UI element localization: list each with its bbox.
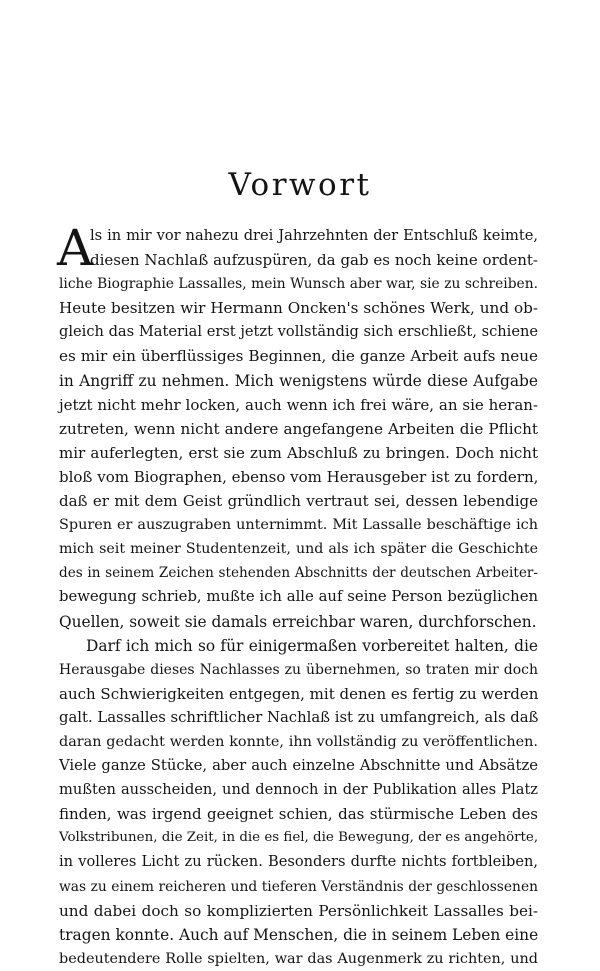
text-line: in Angriff zu nehmen. Mich wenigstens würde diese Aufgabe [59, 371, 538, 390]
text-line: es mir ein überflüssiges Beginnen, die ganze Arbeit aufs neue [59, 347, 538, 366]
text-line-content: ls in mir vor nahezu drei Jahrzehnten der Entschluß keimte, [90, 227, 538, 244]
text-line: Herausgabe dieses Nachlasses zu übernehmen, so traten mir doch [59, 661, 538, 678]
text-line: liche Biographie Lassalles, mein Wunsch aber war, sie zu schreiben. [59, 276, 538, 293]
text-line: zutreten, wenn nicht andere angefangene Arbeiten die Pflicht [59, 419, 538, 438]
text-line: Spuren er auszugraben unternimmt. Mit Lassalle beschäftige ich [59, 517, 538, 534]
text-line: diesen Nachlaß aufzuspüren, da gab es noch keine ordent- [90, 251, 538, 270]
text-line: Heute besitzen wir Hermann Oncken's schönes Werk, und ob- [59, 299, 538, 318]
text-line: was zu einem reicheren und tieferen Verständnis der geschlossenen [59, 878, 538, 895]
text-line: gleich das Material erst jetzt vollständig sich erschließt, schiene [59, 323, 538, 341]
text-line: des in seinem Zeichen stehenden Abschnitts der deutschen Arbeiter- [59, 565, 538, 582]
text-line: mußten ausscheiden, und dennoch in der Publikation alles Platz [59, 781, 538, 799]
text-line: auch Schwierigkeiten entgegen, mit denen es fertig zu werden [59, 684, 539, 703]
body-text [57, 219, 539, 971]
text-line: bewegung schrieb, mußte ich alle auf seine Person bezüglichen [59, 588, 538, 606]
text-line: bedeutendere Rolle spielten, war das Augenmerk zu richten, und [59, 950, 538, 967]
text-line: finden, was irgend geeignet schien, das stürmische Leben des [59, 805, 538, 824]
text-line: und dabei doch so komplizierten Persönlichkeit Lassalles bei- [59, 901, 538, 920]
text-line: daß er mit dem Geist gründlich vertraut sei, dessen lebendige [59, 492, 538, 511]
text-line: mir auferlegten, erst sie zum Abschluß zu bringen. Doch nicht [59, 443, 538, 462]
text-line: tragen konnte. Auch auf Menschen, die in seinem Leben eine [59, 925, 539, 944]
text-line: bloß vom Biographen, ebenso vom Herausgeber ist zu fordern, [59, 467, 539, 486]
text-line: Viele ganze Stücke, aber auch einzelne Abschnitte und Absätze [59, 757, 538, 775]
page-title: Vorwort [228, 167, 372, 203]
text-line: Volkstribunen, die Zeit, in die es fiel, die Bewegung, der es angehörte, [59, 830, 539, 846]
text-line: Darf ich mich so für einigermaßen vorbereitet halten, die [86, 636, 538, 655]
text-line: jetzt nicht mehr locken, auch wenn ich frei wäre, an sie heran- [59, 395, 538, 414]
text-line: mich seit meiner Studentenzeit, und als ich später die Geschichte [59, 541, 538, 558]
text-line: daran gedacht werden konnte, ihn vollständig zu veröffentlichen. [59, 733, 538, 750]
drop-cap: A [57, 219, 94, 277]
text-line: in volleres Licht zu rücken. Besonders durfte nichts fortbleiben, [59, 853, 538, 871]
text-line: galt. Lassalles schriftlicher Nachlaß ist zu umfangreich, als daß [59, 708, 539, 726]
text-line: Quellen, soweit sie damals erreichbar waren, durchforschen. [59, 612, 537, 631]
